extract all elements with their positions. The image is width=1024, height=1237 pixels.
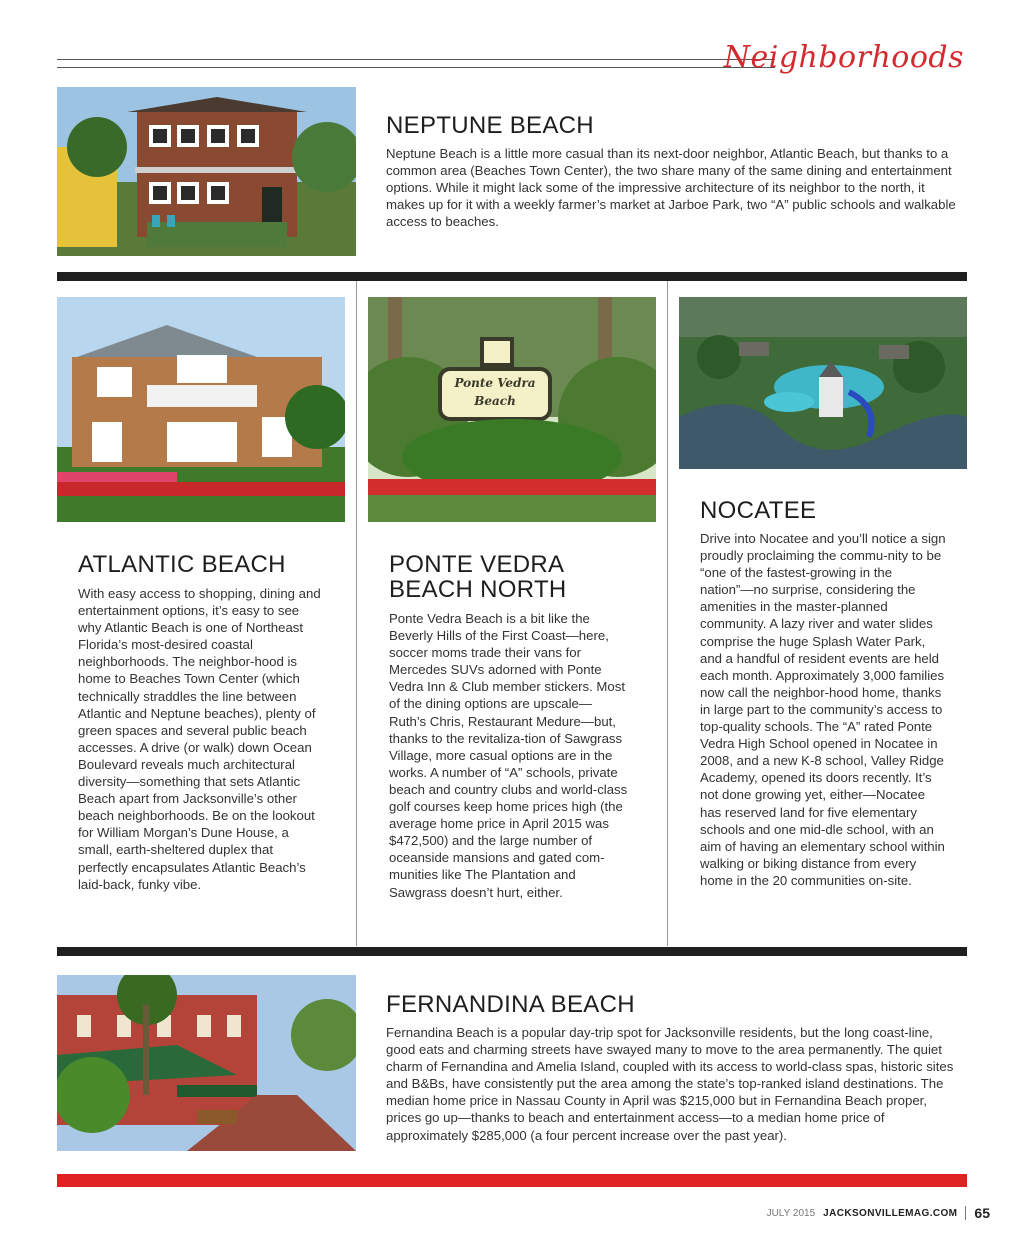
nocatee-title: NOCATEE	[700, 497, 817, 524]
section-title: Neighborhoods	[723, 40, 964, 75]
page-number: 65	[974, 1205, 990, 1221]
neptune-beach-body: Neptune Beach is a little more casual than its next-door neighbor, Atlantic Beach, but thanks to a common area (Beaches Town Center), the two share many of the same dining and entertainment options. While it might lack some of the impressive architecture of its neighbor to the north, it makes up for it with a weekly farmer’s market at Jarboe Park, two “A” public schools and walkable access to beaches.	[386, 146, 956, 230]
fernandina-beach-photo	[57, 975, 356, 1151]
footer-red-bar	[57, 1174, 967, 1187]
atlantic-beach-body: With easy access to shopping, dining and entertainment options, it’s easy to see why Atlantic Beach is one of Northeast Florida’s most-desired coastal neighborhoods. The neighbor-hood is home to Beaches Town Center (which technically straddles the line between Atlantic and Neptune beaches), plenty of green spaces and several public beach accesses. A drive (or walk) down Ocean Boulevard reveals much architectural diversity—something that sets Atlantic Beach apart from Jacksonville’s other beach neighborhoods. Be on the lookout for William Morgan’s Dune House, a small, earth-sheltered duplex that perfectly encapsulates Atlantic Beach’s laid-back, funky vibe.	[78, 586, 321, 892]
fernandina-beach-body: Fernandina Beach is a popular day-trip spot for Jacksonville residents, but the long coast-line, good eats and charming streets have swayed many to move to the area permanently. The quiet charm of Fernandina and Amelia Island, coupled with its access to world-class spas, historic sites and B&Bs, have consistently put the area among the state’s top-ranked island destinations. The median home price in Nassau County in April was $215,000 but in Fernandina Beach proper, prices go up—thanks to beach and entertainment access—to a median home price of approximately $285,000 (a four percent increase over the past year).	[386, 1025, 954, 1143]
header-rule-bottom	[57, 67, 775, 68]
footer-site: JACKSONVILLEMAG.COM	[823, 1207, 958, 1219]
atlantic-beach-title: ATLANTIC BEACH	[78, 551, 286, 578]
fernandina-beach-title: FERNANDINA BEACH	[386, 991, 635, 1018]
column-divider-left	[356, 281, 357, 946]
column-divider-right	[667, 281, 668, 946]
header-rule-top	[57, 59, 775, 60]
ponte-vedra-sign-line1: Ponte Vedra	[454, 376, 536, 390]
page-footer	[767, 1205, 990, 1221]
divider-bottom	[57, 947, 967, 956]
ponte-vedra-photo	[368, 297, 656, 522]
footer-date: JULY 2015	[766, 1207, 816, 1219]
nocatee-photo	[679, 297, 967, 469]
divider-top	[57, 272, 967, 281]
footer-separator	[965, 1206, 966, 1220]
nocatee-body: Drive into Nocatee and you’ll notice a sign proudly proclaiming the commu-nity to be “one of the fastest-growing in the nation”—no surprise, considering the amenities in the master-planned community. A lazy river and water slides comprise the huge Splash Water Park, and a handful of resident events are held each month. Approximately 3,000 families now call the neighbor-hood home, thanks in large part to the community’s access to top-quality schools. The “A” rated Ponte Vedra High School opened in Nocatee in 2008, and a new K-8 school, Valley Ridge Academy, opened its doors recently. It’s not done growing yet, either—Nocatee has reserved land for five elementary schools and one mid-dle school, with an aim of having an elementary school within walking or biking distance from every home in the 20 communities on-site.	[700, 531, 946, 888]
ponte-vedra-title: PONTE VEDRA BEACH NORTH	[389, 551, 567, 603]
ponte-vedra-sign-line2: Beach	[474, 394, 516, 408]
atlantic-beach-photo	[57, 297, 345, 522]
ponte-vedra-body: Ponte Vedra Beach is a bit like the Beverly Hills of the First Coast—here, soccer moms trade their vans for Mercedes SUVs adorned with Ponte Vedra Inn & Club member stickers. Most of the dining options are upscale—Ruth’s Chris, Restaurant Medure—but, thanks to the revitaliza-tion of Sawgrass Village, more casual options are in the works. A number of “A” schools, private beach and country clubs and world-class golf courses keep home prices high (the average home price in April 2015 was $472,500) and the large number of oceanside mansions and gated com-munities like The Plantation and Sawgrass doesn’t hurt, either.	[389, 611, 628, 900]
neptune-beach-title: NEPTUNE BEACH	[386, 112, 594, 139]
neptune-beach-photo	[57, 87, 356, 256]
